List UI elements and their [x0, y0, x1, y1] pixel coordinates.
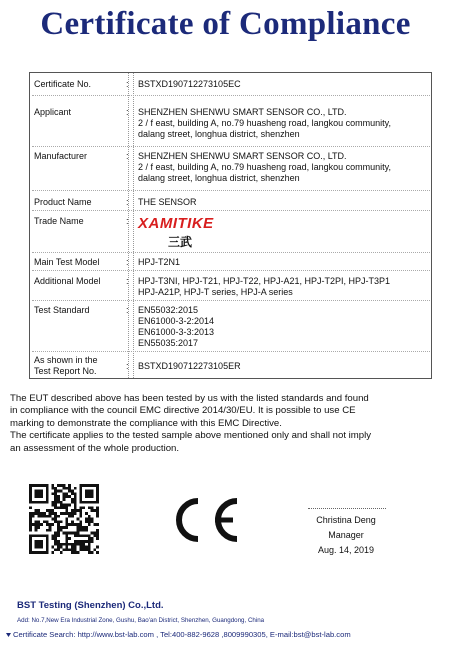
label-product-name: Product Name: [34, 197, 92, 207]
issuer-address: Add: No.7,New Era Industrial Zone, Gushu, Bao'an District, Shenzhen, Guangdong, China: [17, 617, 265, 624]
colon: :: [126, 276, 129, 286]
statement-line: The EUT described above has been tested by us with the listed standards and found: [10, 393, 369, 404]
logo-text: XAMITIKE: [138, 215, 214, 232]
label-additional-model: Additional Model: [34, 276, 101, 286]
logo-chinese-text: 三武: [168, 235, 193, 249]
signature-line: [308, 508, 386, 509]
signatory-name: Christina Deng: [316, 515, 376, 525]
applicant-line: dalang street, longhua district, shenzhen: [138, 129, 300, 139]
value-test-report: BSTXD190712273105ER: [138, 361, 241, 371]
label-line: Test Report No.: [34, 366, 97, 376]
qr-code: [29, 484, 99, 554]
additional-model-line: HPJ-T3NI, HPJ-T21, HPJ-T22, HPJ-A21, HPJ-T2PI, HPJ-T3P1: [138, 276, 391, 286]
ce-mark-icon: [163, 495, 243, 545]
row-divider: [32, 351, 430, 352]
value-applicant: [138, 107, 431, 140]
statement-line: The certificate applies to the tested sample above mentioned only and shall not imply: [10, 430, 372, 442]
standard-line: EN55035:2017: [138, 338, 199, 348]
label-main-test-model: Main Test Model: [34, 257, 100, 267]
applicant-line: 2 / f east, building A, no.79 huasheng road, langkou community,: [138, 118, 391, 128]
compliance-statement: [10, 393, 440, 455]
signatory-date: Aug. 14, 2019: [317, 545, 375, 555]
certificate-title: Certificate of Compliance: [40, 6, 411, 42]
row-divider: [32, 190, 430, 191]
value-product-name: THE SENSOR: [138, 197, 197, 207]
applicant-line: SHENZHEN SHENWU SMART SENSOR CO., LTD.: [138, 107, 347, 117]
colon: :: [126, 216, 129, 226]
manufacturer-line: SHENZHEN SHENWU SMART SENSOR CO., LTD.: [138, 151, 347, 161]
label-applicant: Applicant: [34, 107, 72, 117]
colon: :: [126, 197, 129, 207]
value-additional-model: [138, 276, 431, 298]
colon: :: [126, 79, 129, 89]
label-manufacturer: Manufacturer: [34, 151, 88, 161]
label-line: As shown in the: [34, 355, 98, 365]
label-certificate-no: Certificate No.: [34, 79, 92, 89]
statement-line: an assessment of the whole production.: [10, 442, 180, 454]
standard-line: EN61000-3-2:2014: [138, 316, 215, 326]
colon: :: [126, 305, 129, 315]
trade-name-logo: [138, 215, 214, 250]
label-test-standard: Test Standard: [34, 305, 90, 315]
row-divider: [32, 270, 430, 271]
statement-line: marking to demonstrate the compliance with this EMC Directive.: [10, 417, 282, 429]
row-divider: [32, 252, 430, 253]
manufacturer-line: dalang street, longhua district, shenzhen: [138, 173, 300, 183]
colon: :: [126, 361, 129, 371]
certificate-search: Certificate Search: http://www.bst-lab.com , Tel:400-882-9628 ,8009990305, E-mail:bst@bst-lab.com: [13, 630, 351, 639]
additional-model-line: HPJ-A21P, HPJ-T series, HPJ-A series: [138, 287, 293, 297]
row-divider: [32, 300, 430, 301]
colon: :: [126, 151, 129, 161]
signatory-role: Manager: [328, 530, 364, 540]
standard-line: EN61000-3-3:2013: [138, 327, 215, 337]
column-divider: [133, 73, 134, 378]
row-divider: [32, 146, 430, 147]
certificate-details-table: [29, 72, 432, 379]
value-manufacturer: [138, 151, 431, 184]
row-divider: [32, 210, 430, 211]
standard-line: EN55032:2015: [138, 305, 199, 315]
row-divider: [32, 95, 430, 96]
value-certificate-no: BSTXD190712273105EC: [138, 79, 241, 89]
value-main-test-model: HPJ-T2N1: [138, 257, 181, 267]
colon: :: [126, 257, 129, 267]
issuer-company: BST Testing (Shenzhen) Co.,Ltd.: [17, 600, 164, 611]
label-trade-name: Trade Name: [34, 216, 84, 226]
label-test-report: [34, 355, 124, 377]
statement-line: in compliance with the council EMC directive 2014/30/EU. It is possible to use CE: [10, 405, 356, 417]
manufacturer-line: 2 / f east, building A, no.79 huasheng road, langkou community,: [138, 162, 391, 172]
colon: :: [126, 107, 129, 117]
value-test-standard: [138, 305, 431, 349]
bullet-triangle-icon: [6, 633, 11, 638]
